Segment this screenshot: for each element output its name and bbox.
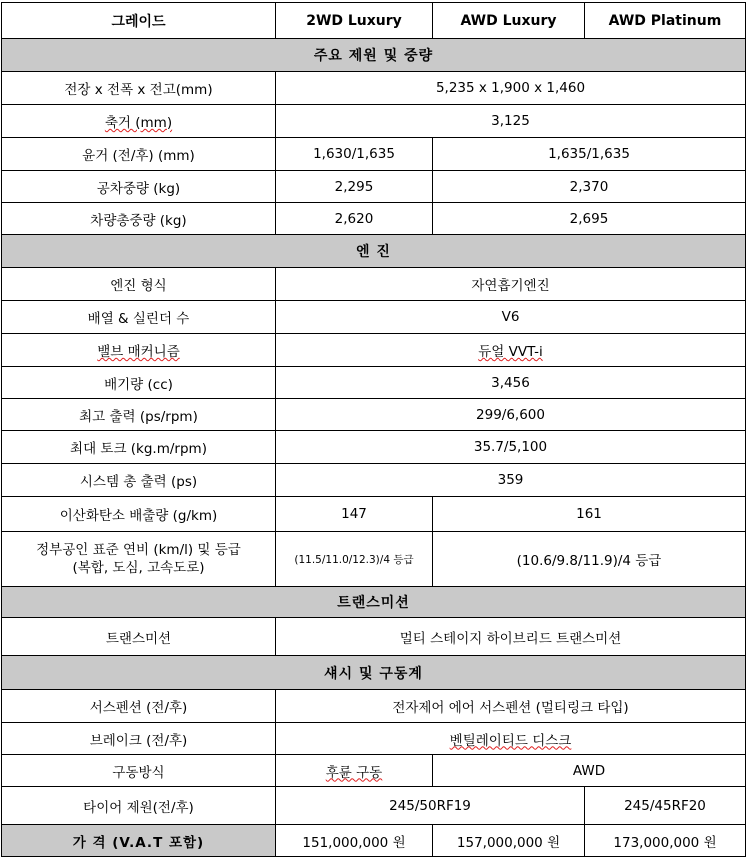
section-row-dimensions [2,39,746,72]
row-value-valve [276,334,746,367]
row-value-tread-awd: 1,635/1,635 [433,138,746,171]
row-value-fuel-economy-2wd: (11.5/11.0/12.3)/4 등급 [276,532,433,587]
row-value-suspension: 전자제어 에어 서스펜션 (멀티링크 타입) [276,690,746,723]
table-row [2,268,746,301]
section-row-transmission [2,587,746,618]
row-label-transmission: 트랜스미션 [2,618,276,656]
row-label-co2: 이산화탄소 배출량 (g/km) [2,497,276,532]
row-value-price-awd-luxury: 157,000,000 원 [433,825,585,857]
section-title-engine: 엔 진 [2,235,746,268]
table-row [2,755,746,787]
row-label-fuel-economy [2,532,276,587]
valve-value-text: 듀얼 VVT-i [478,344,543,360]
row-value-engine-type: 자연흡기엔진 [276,268,746,301]
row-label-torque: 최대 토크 (kg.m/rpm) [2,431,276,464]
table-row [2,72,746,105]
table-row [2,723,746,755]
table-row [2,171,746,203]
spec-table [1,2,746,857]
row-value-torque: 35.7/5,100 [276,431,746,464]
row-value-price-awd-platinum: 173,000,000 원 [585,825,746,857]
section-row-chassis [2,656,746,690]
table-row [2,334,746,367]
table-row [2,301,746,334]
row-value-brake [276,723,746,755]
row-label-curb-weight: 공차중량 (kg) [2,171,276,203]
row-value-tire-luxury: 245/50RF19 [276,787,585,825]
table-row [2,138,746,171]
row-value-cylinders: V6 [276,301,746,334]
table-row [2,497,746,532]
row-label-brake: 브레이크 (전/후) [2,723,276,755]
row-value-price-2wd-luxury: 151,000,000 원 [276,825,433,857]
row-value-transmission: 멀티 스테이지 하이브리드 트랜스미션 [276,618,746,656]
row-value-drive-awd: AWD [433,755,746,787]
row-label-gross-weight: 차량총중량 (kg) [2,203,276,235]
table-row [2,399,746,431]
row-value-co2-2wd: 147 [276,497,433,532]
row-label-tire: 타이어 제원(전/후) [2,787,276,825]
section-title-dimensions: 주요 제원 및 중량 [2,39,746,72]
row-label-cylinders: 배열 & 실린더 수 [2,301,276,334]
row-label-engine-type: 엔진 형식 [2,268,276,301]
section-title-transmission: 트랜스미션 [2,587,746,618]
row-label-displacement: 배기량 (cc) [2,367,276,399]
trim-awd-luxury-header: AWD Luxury [433,3,585,39]
valve-label-text: 밸브 매커니즘 [97,344,180,360]
row-value-fuel-economy-awd: (10.6/9.8/11.9)/4 등급 [433,532,746,587]
row-label-system-power: 시스템 총 출력 (ps) [2,464,276,497]
section-title-chassis: 섀시 및 구동계 [2,656,746,690]
fuel-economy-label-line2: (복합, 도심, 고속도로) [72,560,205,576]
header-row [2,3,746,39]
trim-awd-platinum-header: AWD Platinum [585,3,746,39]
row-label-power: 최고 출력 (ps/rpm) [2,399,276,431]
table-row [2,203,746,235]
row-value-curb-weight-awd: 2,370 [433,171,746,203]
table-row [2,787,746,825]
row-value-tire-platinum: 245/45RF20 [585,787,746,825]
drive-2wd-value-text: 후륜 구동 [325,764,383,781]
row-label-wheelbase [2,105,276,138]
price-row [2,825,746,857]
table-row [2,367,746,399]
row-label-tread: 윤거 (전/후) (mm) [2,138,276,171]
row-value-wheelbase: 3,125 [276,105,746,138]
row-value-power: 299/6,600 [276,399,746,431]
row-value-tread-2wd: 1,630/1,635 [276,138,433,171]
table-row [2,105,746,138]
table-row [2,464,746,497]
row-value-curb-weight-2wd: 2,295 [276,171,433,203]
row-label-drive: 구동방식 [2,755,276,787]
table-row [2,532,746,587]
brake-value-text: 벤틸레이티드 디스크 [449,732,572,749]
trim-2wd-luxury-header: 2WD Luxury [276,3,433,39]
row-value-system-power: 359 [276,464,746,497]
grade-header: 그레이드 [2,3,276,39]
row-value-gross-weight-2wd: 2,620 [276,203,433,235]
table-row [2,690,746,723]
wheelbase-label-text: 축거 (mm) [104,115,173,131]
row-label-size: 전장 x 전폭 x 전고(mm) [2,72,276,105]
section-row-engine [2,235,746,268]
table-row [2,431,746,464]
row-label-price: 가 격 (V.A.T 포함) [2,825,276,857]
row-value-size: 5,235 x 1,900 x 1,460 [276,72,746,105]
row-value-gross-weight-awd: 2,695 [433,203,746,235]
table-row [2,618,746,656]
fuel-economy-label-line1: 정부공인 표준 연비 (km/l) 및 등급 [36,542,241,558]
row-value-co2-awd: 161 [433,497,746,532]
row-value-displacement: 3,456 [276,367,746,399]
row-label-suspension: 서스펜션 (전/후) [2,690,276,723]
row-label-valve [2,334,276,367]
row-value-drive-2wd [276,755,433,787]
